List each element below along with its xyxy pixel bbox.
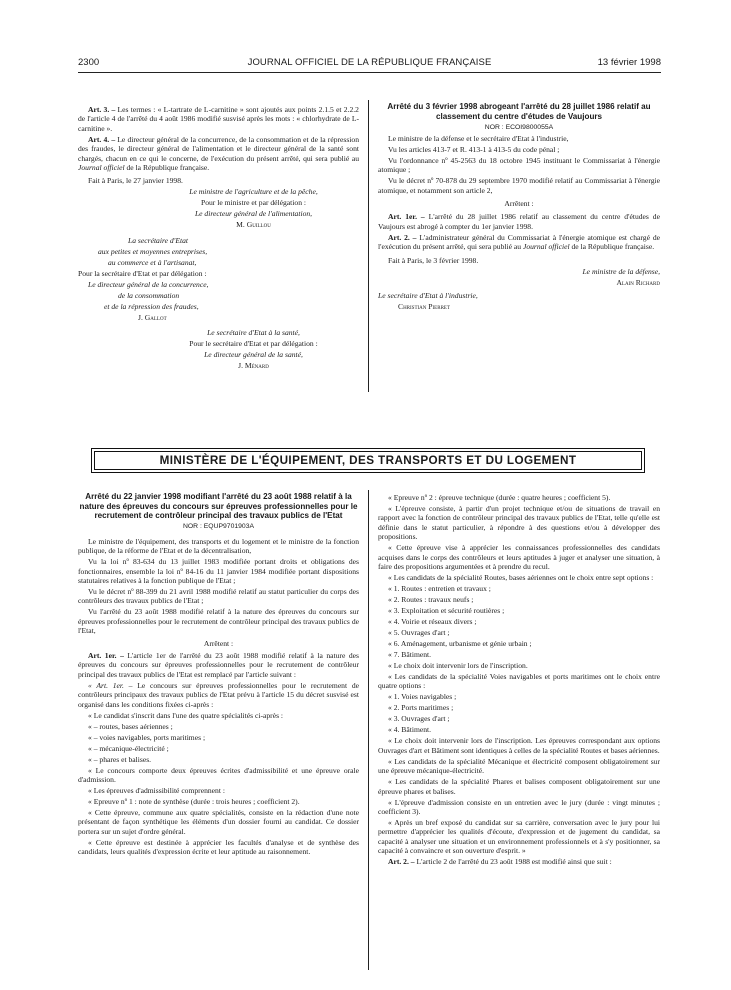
list-item: « 3. Ouvrages d'art ; (388, 714, 450, 724)
list-item: « 2. Routes : travaux neufs ; (388, 595, 474, 605)
paragraph: Vu l'arrêté du 23 août 1988 modifié relatif à la nature des épreuves du concours sur épreuves professionnelles pour le recrutement de contrôleur principal des travaux publics de l'Etat, (78, 607, 359, 636)
paragraph: « Cette épreuve est destinée à apprécier les facultés d'analyse et de synthèse des candidats, leurs qualités d'expression écrite et leur aptitude au raisonnement. (78, 837, 359, 857)
list-item: « 3. Exploitation et sécurité routières ; (388, 606, 505, 616)
done-at-paris: Fait à Paris, le 27 janvier 1998. (88, 176, 183, 186)
signature-name: J. Gallot (138, 312, 167, 322)
right-bottom-column (378, 493, 660, 868)
list-item: « – mécanique-électricité ; (88, 743, 169, 753)
paragraph: « Le choix doit intervenir lors de l'inscription. (388, 661, 528, 671)
signature-delegation: Pour la secrétaire d'Etat et par délégation : (78, 268, 207, 278)
signature-name: Alain Richard (616, 277, 660, 287)
journal-title: JOURNAL OFFICIEL DE LA RÉPUBLIQUE FRANÇAISE (247, 57, 492, 68)
left-top-column (78, 105, 359, 372)
paragraph: « Les candidats de la spécialité Voies navigables et ports maritimes ont le choix entre quatre options : (378, 672, 660, 691)
header-rule (78, 72, 661, 73)
paragraph: « Cette épreuve vise à apprécier les connaissances professionnelles des candidats acquises dans le corps des contrôleurs et leurs aptitudes à juger et analyser une situation, à faire des propositions argumentées et à prendre du recul. (378, 543, 660, 572)
signature-delegation: Pour le secrétaire d'Etat et par délégation : (189, 339, 318, 349)
paragraph: « Le candidat s'inscrit dans l'une des quatre spécialités ci-après : (88, 710, 284, 720)
arretent-heading: Arrêtent : (504, 199, 534, 208)
article-2: Art. 2. – L'article 2 de l'arrêté du 23 août 1988 est modifié ainsi que suit : (388, 857, 612, 867)
paragraph: « Cette épreuve, commune aux quatre spécialités, consiste en la rédaction d'une note présentant de façon synthétique les éléments d'un dossier fourni au candidat. Ce dossier portera sur un sujet d'ordre général. (78, 808, 359, 836)
signature-title: Le secrétaire d'Etat à l'industrie, (378, 291, 478, 301)
paragraph: « Les candidats de la spécialité Mécanique et électricité composent obligatoirement sur une épreuve mécanique-électricité. (378, 756, 660, 776)
quoted-article-1: « Art. 1er. – Le concours sur épreuves professionnelles pour le recrutement de contrôleurs principaux des travaux publics de l'Etat prévu à l'article 15 du décret susvisé est organisé dans les conditions fixées ci-après : (78, 680, 359, 709)
paragraph: « Les épreuves d'admissibilité comprennent : (88, 786, 225, 796)
article-1: Art. 1er. – L'article 1er de l'arrêté du 23 août 1988 modifié relatif à la nature des épreuves du concours sur épreuves professionnelles pour le recrutement de contrôleur principal des travaux publics de l'Etat est remplacé par l'article suivant : (78, 651, 359, 679)
list-item: « 6. Aménagement, urbanisme et génie urbain ; (388, 639, 532, 649)
signature-role: Le directeur général de la concurrence, (88, 279, 209, 289)
article-1: Art. 1er. – L'arrêté du 28 juillet 1986 relatif au classement du centre d'études de Vaujours est abrogé à compter du 1er janvier 1998. (378, 212, 660, 231)
running-header (78, 57, 661, 71)
list-item: « – phares et balises. (88, 754, 152, 764)
list-item: « 4. Voirie et réseaux divers ; (388, 617, 477, 627)
article-2: Art. 2. – L'administrateur général du Commissariat à l'énergie atomique est chargé de l'exécution du présent arrêté, qui sera publié au Journal officiel de la République française. (378, 232, 660, 252)
paragraph: Le ministre de la défense et le secrétaire d'Etat à l'industrie, (388, 133, 569, 143)
page-number: 2300 (78, 57, 100, 68)
signature-name: Christian Pierret (398, 302, 451, 312)
article-4: Art. 4. – Le directeur général de la concurrence, de la consommation et de la répression des fraudes, le directeur général de l'alimentation et le directeur général de la santé sont chargés, chacun en ce qui le concerne, de l'exécution du présent arrêté, qui sera publié au Journal officiel de la République française. (78, 134, 360, 173)
list-item: « 7. Bâtiment. (388, 650, 432, 660)
signature-title: aux petites et moyennes entreprises, (98, 246, 208, 256)
right-top-column (378, 102, 660, 313)
signature-title: La secrétaire d'Etat (128, 235, 188, 245)
column-divider (368, 100, 369, 392)
paragraph: Vu l'ordonnance nº 45-2563 du 18 octobre 1945 instituant le Commissariat à l'énergie atomique ; (378, 155, 660, 175)
paragraph: Vu le décret nº 88-399 du 21 avril 1988 modifié relatif au statut particulier du corps des contrôleurs des travaux publics de l'Etat ; (78, 587, 359, 606)
list-item: « 4. Bâtiment. (388, 725, 432, 735)
signature-title: Le ministre de l'agriculture et de la pêche, (189, 187, 318, 197)
list-item: « 5. Ouvrages d'art ; (388, 628, 450, 638)
paragraph: « L'épreuve d'admission consiste en un entretien avec le jury (durée : vingt minutes ; coefficient 3). (378, 797, 660, 817)
issue-date: 13 février 1998 (597, 57, 661, 68)
ministry-banner (91, 448, 645, 473)
paragraph: « Le choix doit intervenir lors de l'inscription. Les épreuves correspondant aux options Ouvrages d'art et Bâtiment sont identiques à celles de la spécialité Routes et bases aériennes. (378, 736, 660, 755)
signature-title: Le secrétaire d'Etat à la santé, (207, 328, 300, 338)
paragraph: Vu la loi nº 83-634 du 13 juillet 1983 modifiée portant droits et obligations des fonctionnaires, ensemble la loi nº 84-16 du 11 janvier 1984 modifiée portant dispositions statutaires relatives à la fonction publique de l'Etat ; (78, 557, 359, 585)
paragraph: « Les candidats de la spécialité Routes, bases aériennes ont le choix entre sept options : (388, 573, 654, 583)
arretent-heading: Arrêtent : (203, 638, 234, 648)
list-item: « – voies navigables, ports maritimes ; (88, 732, 206, 742)
paragraph: « L'épreuve consiste, à partir d'un projet technique et/ou de situations de travail en rapport avec la fonction de contrôleur principal des travaux publics de l'Etat, telle qu'elle est définie dans le statut particulier, à répondre à des questions et/ou à développer des propositions. (378, 504, 660, 542)
signature-role: et de la répression des fraudes, (104, 301, 199, 311)
article-3: Art. 3. – Les termes : « L-tartrate de L-carnitine » sont ajoutés aux points 2.1.5 et 2.2.2 de l'article 4 de l'arrêté du 4 août 1986 modifié susvisé après les mots : « chlorhydrate de L-carnitine ». (78, 105, 359, 133)
list-item: « – routes, bases aériennes ; (88, 721, 173, 731)
signature-delegation: Pour le ministre et par délégation : (200, 198, 307, 208)
signature-role: de la consommation (118, 290, 180, 300)
decree-title: Arrêté du 3 février 1998 abrogeant l'arrêté du 28 juillet 1986 relatif au classement du centre d'études de Vaujours (387, 102, 651, 121)
paragraph: Le ministre de l'équipement, des transports et du logement et le ministre de la fonction publique, de la réforme de l'Etat et de la décentralisation, (78, 536, 359, 556)
paragraph: « Epreuve nº 1 : note de synthèse (durée : trois heures ; coefficient 2). (88, 797, 300, 807)
paragraph: Vu le décret nº 70-878 du 29 septembre 1970 modifié relatif au Commissariat à l'énergie atomique, et notamment son article 2, (378, 176, 660, 195)
paragraph: « Après un bref exposé du candidat sur sa carrière, conversation avec le jury pour lui permettre d'apprécier les qualités d'écoute, d'expression et de jugement du candidat, sa capacité à analyser une situation et un environnement professionnels et à s'y positionner, sa capacité à convaincre et son ouverture d'esprit. » (378, 818, 660, 856)
signature-name: M. Guillou (236, 220, 271, 230)
ministry-banner-text: MINISTÈRE DE L'ÉQUIPEMENT, DES TRANSPORTS ET DU LOGEMENT (94, 451, 642, 470)
paragraph: Vu les articles 413-7 et R. 413-1 à 413-5 du code pénal ; (388, 144, 560, 154)
list-item: « 1. Routes : entretien et travaux ; (388, 584, 491, 594)
nor-reference: NOR : EQUP9701903A (182, 523, 255, 531)
signature-role: Le directeur général de l'alimentation, (194, 209, 313, 219)
column-divider (368, 490, 369, 970)
paragraph: « Le concours comporte deux épreuves écrites d'admissibilité et une épreuve orale d'admission. (78, 765, 359, 785)
done-at-paris: Fait à Paris, le 3 février 1998. (388, 255, 479, 265)
signature-title: au commerce et à l'artisanat, (108, 257, 197, 267)
list-item: « 2. Ports maritimes ; (388, 703, 454, 713)
paragraph: « Les candidats de la spécialité Phares et balises composent obligatoirement sur une épreuve phares et balises. (378, 777, 660, 796)
paragraph: « Epreuve nº 2 : épreuve technique (durée : quatre heures ; coefficient 5). (388, 493, 611, 502)
list-item: « 1. Voies navigables ; (388, 692, 457, 702)
nor-reference: NOR : ECOI9800055A (484, 123, 554, 131)
signature-name: J. Ménard (238, 361, 269, 371)
signature-role: Le directeur général de la santé, (204, 350, 303, 360)
decree-title: Arrêté du 22 janvier 1998 modifiant l'arrêté du 23 août 1988 relatif à la nature des épreuves du concours sur épreuves professionnelles pour le recrutement de contrôleur principal des travaux publics de l'Etat (79, 492, 358, 521)
signature-title: Le ministre de la défense, (582, 266, 660, 276)
left-bottom-column (78, 492, 359, 858)
